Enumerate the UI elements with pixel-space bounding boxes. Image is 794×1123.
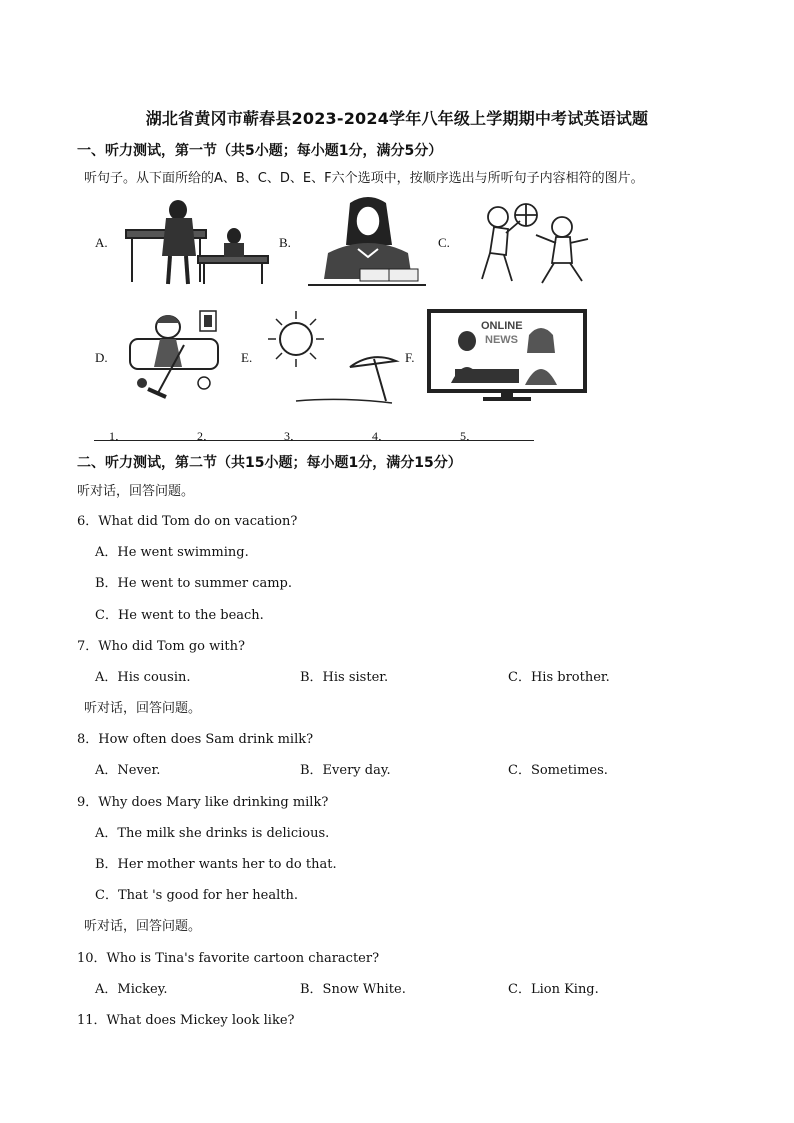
blank-1[interactable]: 1．: [109, 429, 128, 443]
q6-option-c[interactable]: C．He went to the beach.: [95, 608, 264, 623]
q9-option-a[interactable]: A．The milk she drinks is delicious.: [95, 826, 330, 841]
q6-option-b[interactable]: B．He went to summer camp.: [95, 576, 292, 591]
prompt-1: 听对话，回答问题。: [77, 484, 195, 499]
image-label-b: B.: [279, 235, 291, 250]
q8-option-c[interactable]: C．Sometimes.: [508, 763, 608, 778]
prompt-3: 听对话，回答问题。: [84, 919, 202, 934]
q8-option-a[interactable]: A．Never.: [95, 763, 161, 778]
question-11: 11．What does Mickey look like?: [77, 1013, 295, 1028]
picture-f-tv-news: [427, 309, 587, 403]
q10-option-c[interactable]: C．Lion King.: [508, 982, 599, 997]
image-label-e: E.: [241, 350, 253, 365]
part2-heading: 二、听力测试，第二节（共15小题；每小题1分，满分15分）: [77, 455, 462, 471]
q10-option-b[interactable]: B．Snow White.: [300, 982, 406, 997]
blank-2[interactable]: 2．: [197, 429, 216, 443]
q10-option-a[interactable]: A．Mickey.: [95, 982, 168, 997]
news-text-line1: ONLINE: [481, 320, 523, 332]
question-7: 7．Who did Tom go with?: [77, 639, 245, 654]
picture-e-sunny-beach: [262, 305, 402, 409]
image-label-f: F.: [405, 350, 415, 365]
q7-option-c[interactable]: C．His brother.: [508, 670, 610, 685]
q7-option-b[interactable]: B．His sister.: [300, 670, 389, 685]
blank-5[interactable]: 5．: [460, 429, 479, 443]
part1-heading: 一、听力测试，第一节（共5小题；每小题1分，满分5分）: [77, 143, 443, 159]
part1-instruction: 听句子。从下面所给的A、B、C、D、E、F六个选项中，按顺序选出与所听句子内容相符的图片。: [84, 171, 644, 186]
q7-option-a[interactable]: A．His cousin.: [95, 670, 191, 685]
blank-4[interactable]: 4．: [372, 429, 391, 443]
image-label-c: C.: [438, 235, 450, 250]
q9-option-b[interactable]: B．Her mother wants her to do that.: [95, 857, 337, 872]
q8-option-b[interactable]: B．Every day.: [300, 763, 391, 778]
question-9: 9．Why does Mary like drinking milk?: [77, 795, 329, 810]
picture-b-girl-reading: [306, 193, 428, 291]
image-label-a: A.: [95, 235, 108, 250]
picture-d-girl-sweeping: [124, 305, 220, 401]
question-6: 6．What did Tom do on vacation?: [77, 514, 298, 529]
q9-option-c[interactable]: C．That 's good for her health.: [95, 888, 299, 903]
question-8: 8．How often does Sam drink milk?: [77, 732, 314, 747]
picture-c-basketball: [476, 199, 594, 295]
news-text-line2: NEWS: [485, 334, 518, 346]
picture-a-classroom: [118, 196, 274, 288]
question-10: 10．Who is Tina's favorite cartoon character?: [77, 951, 380, 966]
prompt-2: 听对话，回答问题。: [84, 701, 202, 716]
image-label-d: D.: [95, 350, 108, 365]
blank-3[interactable]: 3．: [284, 429, 303, 443]
q6-option-a[interactable]: A．He went swimming.: [95, 545, 249, 560]
page-title: 湖北省黄冈市蕲春县2023-2024学年八年级上学期期中考试英语试题: [145, 109, 649, 128]
